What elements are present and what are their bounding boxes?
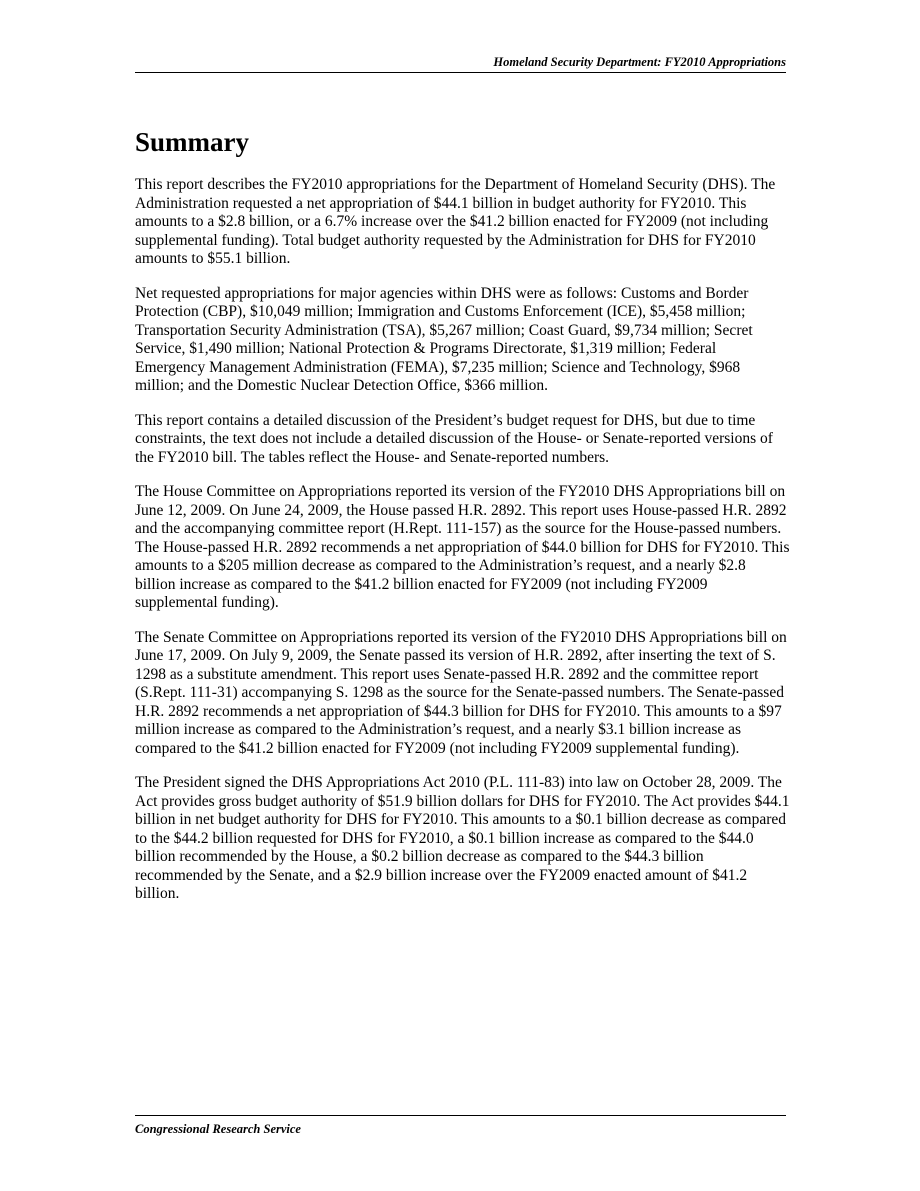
running-header [135, 54, 786, 73]
paragraph-overview: This report describes the FY2010 appropriations for the Department of Homeland Security (DHS). The Administration requested a net appropriation of $44.1 billion in budget authority for FY2010. This amounts to a $2.8 billion, or a 6.7% increase over the $41.2 billion enacted for FY2009 (not including supplemental funding). Total budget authority requested by the Administration for DHS for FY2010 amounts to $55.1 billion. [135, 176, 776, 267]
running-header-title: Homeland Security Department: FY2010 Appropriations [493, 55, 786, 69]
footer-source: Congressional Research Service [135, 1122, 301, 1136]
summary-body [135, 176, 790, 920]
paragraph-scope-note: This report contains a detailed discussion of the President’s budget request for DHS, but due to time constraints, the text does not include a detailed discussion of the House- or Senate-reported versions of the FY2010 bill. The tables reflect the House- and Senate-reported numbers. [135, 411, 773, 466]
paragraph-agency-requests: Net requested appropriations for major agencies within DHS were as follows: Customs and Border Protection (CBP), $10,049 million; Immigration and Customs Enforcement (ICE), $5,458 million; Transportation Security Administration (TSA), $5,267 million; Coast Guard, $9,734 million; Secret Service, $1,490 million; National Protection & Programs Directorate, $1,319 million; Federal Emergency Management Administration (FEMA), $7,235 million; Science and Technology, $968 million; and the Domestic Nuclear Detection Office, $366 million. [135, 284, 753, 394]
paragraph-enacted-law: The President signed the DHS Appropriations Act 2010 (P.L. 111-83) into law on October 28, 2009. The Act provides gross budget authority of $51.9 billion dollars for DHS for FY2010. The Act provides $44.1 billion in net budget authority for DHS for FY2010. This amounts to a $0.1 billion decrease as compared to the $44.2 billion requested for DHS for FY2010, a $0.1 billion increase as compared to the $44.0 billion recommended by the House, a $0.2 billion decrease as compared to the $44.3 billion recommended by the Senate, and a $2.9 billion increase over the FY2009 enacted amount of $41.2 billion. [135, 774, 790, 902]
paragraph-senate-action: The Senate Committee on Appropriations reported its version of the FY2010 DHS Appropriations bill on June 17, 2009. On July 9, 2009, the Senate passed its version of H.R. 2892, after inserting the text of S. 1298 as a substitute amendment. This report uses Senate-passed H.R. 2892 and the committee report (S.Rept. 111-31) accompanying S. 1298 as the source for the Senate-passed numbers. The Senate-passed H.R. 2892 recommends a net appropriation of $44.3 billion for DHS for FY2010. This amounts to a $97 million increase as compared to the Administration’s request, and a nearly $3.1 billion increase as compared to the $41.2 billion enacted for FY2009 (not including FY2009 supplemental funding). [135, 628, 787, 757]
page-title: Summary [135, 127, 249, 157]
running-footer [135, 1115, 786, 1137]
paragraph-house-action: The House Committee on Appropriations reported its version of the FY2010 DHS Appropriations bill on June 12, 2009. On June 24, 2009, the House passed H.R. 2892. This report uses House-passed H.R. 2892 and the accompanying committee report (H.Rept. 111-157) as the source for the House-passed numbers. The House-passed H.R. 2892 recommends a net appropriation of $44.0 billion for DHS for FY2010. This amounts to a $205 million decrease as compared to the Administration’s request, and a nearly $2.8 billion increase as compared to the $41.2 billion enacted for FY2009 (not including FY2009 supplemental funding). [135, 483, 790, 611]
